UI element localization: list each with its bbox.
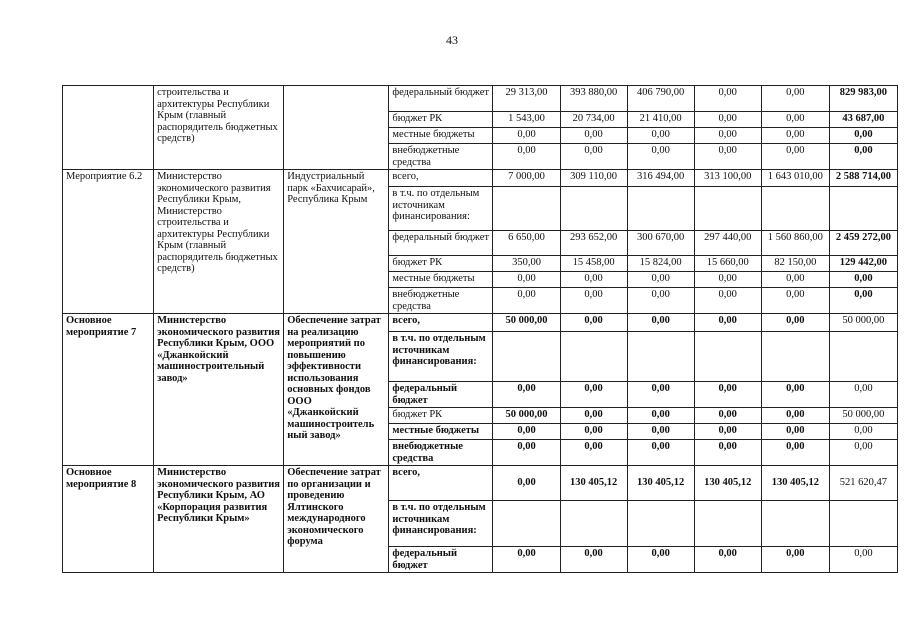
amount-cell: 316 494,00 (627, 170, 694, 187)
amount-cell (829, 187, 897, 231)
amount-cell: 0,00 (761, 112, 829, 128)
amount-cell: 0,00 (493, 382, 560, 408)
amount-cell: 309 110,00 (560, 170, 627, 187)
funding-source-cell: в т.ч. по отдельным источникам финансирования: (389, 332, 493, 382)
amount-cell: 0,00 (694, 314, 761, 332)
amount-cell: 15 824,00 (627, 256, 694, 272)
amount-cell: 0,00 (493, 272, 560, 288)
amount-cell: 0,00 (560, 272, 627, 288)
amount-cell (627, 501, 694, 547)
amount-cell: 0,00 (761, 382, 829, 408)
amount-cell: 0,00 (627, 314, 694, 332)
amount-cell: 0,00 (761, 424, 829, 440)
table-row (63, 314, 898, 332)
table-row (63, 170, 898, 187)
executor-cell: Министерство экономического развития Республики Крым, АО «Корпорация развития Республики Крым» (154, 466, 284, 573)
amount-cell: 1 543,00 (493, 112, 560, 128)
measure-name-cell: Основное мероприятие 7 (63, 314, 154, 466)
amount-cell (493, 501, 560, 547)
amount-cell: 0,00 (493, 424, 560, 440)
funding-source-cell: бюджет РК (389, 408, 493, 424)
funding-source-cell: внебюджетные средства (389, 144, 493, 170)
amount-cell: 0,00 (493, 144, 560, 170)
amount-cell: 0,00 (627, 440, 694, 466)
amount-cell: 0,00 (694, 128, 761, 144)
amount-cell: 0,00 (560, 424, 627, 440)
amount-cell: 0,00 (493, 440, 560, 466)
amount-cell: 0,00 (627, 547, 694, 573)
amount-cell (761, 187, 829, 231)
amount-cell: 0,00 (829, 144, 897, 170)
amount-cell: 0,00 (493, 466, 560, 501)
object-cell: Обеспечение затрат на реализацию мероприятий по повышению эффективности использования основных фондов ООО «Джанкойский машиностроитель ный завод» (284, 314, 389, 466)
amount-cell: 129 442,00 (829, 256, 897, 272)
amount-cell: 0,00 (560, 314, 627, 332)
funding-source-cell: в т.ч. по отдельным источникам финансирования: (389, 501, 493, 547)
funding-source-cell: внебюджетные средства (389, 440, 493, 466)
amount-cell: 0,00 (560, 128, 627, 144)
funding-source-cell: местные бюджеты (389, 424, 493, 440)
amount-cell: 0,00 (829, 128, 897, 144)
funding-source-cell: местные бюджеты (389, 272, 493, 288)
amount-cell: 0,00 (694, 382, 761, 408)
amount-cell: 0,00 (560, 547, 627, 573)
object-cell: Индустриальный парк «Бахчисарай», Республика Крым (284, 170, 389, 314)
amount-cell: 0,00 (560, 440, 627, 466)
funding-source-cell: всего, (389, 170, 493, 187)
amount-cell: 0,00 (493, 288, 560, 314)
amount-cell: 0,00 (761, 144, 829, 170)
amount-cell: 293 652,00 (560, 231, 627, 256)
amount-cell: 521 620,47 (829, 466, 897, 501)
amount-cell: 1 643 010,00 (761, 170, 829, 187)
amount-cell: 297 440,00 (694, 231, 761, 256)
executor-cell: Министерство экономического развития Республики Крым, ООО «Джанкойский машиностроительный завод» (154, 314, 284, 466)
amount-cell: 0,00 (694, 112, 761, 128)
amount-cell (560, 332, 627, 382)
amount-cell: 15 660,00 (694, 256, 761, 272)
amount-cell: 0,00 (829, 440, 897, 466)
executor-cell: Министерство экономического развития Республики Крым, Министерство строительства и архитектуры Республики Крым (главный распорядитель бюджетных средств) (154, 170, 284, 314)
amount-cell: 0,00 (694, 424, 761, 440)
amount-cell: 0,00 (694, 144, 761, 170)
measure-name-cell: Мероприятие 6.2 (63, 170, 154, 314)
amount-cell: 0,00 (761, 272, 829, 288)
amount-cell: 393 880,00 (560, 86, 627, 112)
measure-name-cell: Основное мероприятие 8 (63, 466, 154, 573)
object-cell: Обеспечение затрат по организации и проведению Ялтинского международного экономического форума (284, 466, 389, 573)
funding-source-cell: федеральный бюджет (389, 231, 493, 256)
amount-cell: 829 983,00 (829, 86, 897, 112)
amount-cell: 313 100,00 (694, 170, 761, 187)
amount-cell: 2 459 272,00 (829, 231, 897, 256)
amount-cell: 43 687,00 (829, 112, 897, 128)
amount-cell: 0,00 (829, 424, 897, 440)
amount-cell: 0,00 (761, 128, 829, 144)
amount-cell: 130 405,12 (627, 466, 694, 501)
amount-cell: 7 000,00 (493, 170, 560, 187)
amount-cell: 0,00 (829, 272, 897, 288)
amount-cell (829, 501, 897, 547)
amount-cell: 2 588 714,00 (829, 170, 897, 187)
table-row (63, 466, 898, 501)
amount-cell: 0,00 (493, 547, 560, 573)
amount-cell: 0,00 (694, 547, 761, 573)
amount-cell: 0,00 (761, 86, 829, 112)
amount-cell: 6 650,00 (493, 231, 560, 256)
amount-cell: 0,00 (829, 547, 897, 573)
funding-source-cell: всего, (389, 314, 493, 332)
amount-cell: 130 405,12 (560, 466, 627, 501)
amount-cell: 0,00 (560, 382, 627, 408)
amount-cell: 0,00 (560, 408, 627, 424)
amount-cell: 50 000,00 (493, 408, 560, 424)
funding-source-cell: бюджет РК (389, 256, 493, 272)
funding-source-cell: внебюджетные средства (389, 288, 493, 314)
amount-cell: 0,00 (627, 382, 694, 408)
funding-source-cell: федеральный бюджет (389, 86, 493, 112)
amount-cell: 0,00 (627, 144, 694, 170)
amount-cell: 0,00 (761, 547, 829, 573)
amount-cell: 20 734,00 (560, 112, 627, 128)
amount-cell: 0,00 (627, 272, 694, 288)
amount-cell: 0,00 (694, 288, 761, 314)
financing-table (62, 85, 898, 573)
amount-cell: 0,00 (829, 382, 897, 408)
table-row (63, 86, 898, 112)
amount-cell (694, 501, 761, 547)
amount-cell (560, 501, 627, 547)
amount-cell: 15 458,00 (560, 256, 627, 272)
funding-source-cell: в т.ч. по отдельным источникам финансирования: (389, 187, 493, 231)
amount-cell: 0,00 (627, 288, 694, 314)
measure-name-cell (63, 86, 154, 170)
amount-cell (627, 332, 694, 382)
amount-cell: 130 405,12 (694, 466, 761, 501)
amount-cell: 29 313,00 (493, 86, 560, 112)
amount-cell (694, 332, 761, 382)
amount-cell: 21 410,00 (627, 112, 694, 128)
amount-cell: 0,00 (694, 408, 761, 424)
amount-cell: 1 560 860,00 (761, 231, 829, 256)
funding-source-cell: федеральный бюджет (389, 547, 493, 573)
amount-cell: 0,00 (761, 440, 829, 466)
amount-cell (493, 332, 560, 382)
amount-cell: 50 000,00 (493, 314, 560, 332)
amount-cell: 0,00 (694, 272, 761, 288)
amount-cell: 0,00 (761, 408, 829, 424)
amount-cell: 0,00 (694, 440, 761, 466)
amount-cell (560, 187, 627, 231)
amount-cell: 82 150,00 (761, 256, 829, 272)
amount-cell (493, 187, 560, 231)
amount-cell: 130 405,12 (761, 466, 829, 501)
object-cell (284, 86, 389, 170)
amount-cell: 406 790,00 (627, 86, 694, 112)
funding-source-cell: бюджет РК (389, 112, 493, 128)
amount-cell: 0,00 (560, 144, 627, 170)
amount-cell (694, 187, 761, 231)
amount-cell: 350,00 (493, 256, 560, 272)
amount-cell: 0,00 (560, 288, 627, 314)
funding-source-cell: местные бюджеты (389, 128, 493, 144)
amount-cell: 0,00 (493, 128, 560, 144)
amount-cell: 0,00 (627, 128, 694, 144)
amount-cell (761, 501, 829, 547)
amount-cell: 0,00 (627, 424, 694, 440)
amount-cell (627, 187, 694, 231)
amount-cell: 0,00 (627, 408, 694, 424)
amount-cell: 0,00 (829, 288, 897, 314)
amount-cell: 50 000,00 (829, 314, 897, 332)
amount-cell: 50 000,00 (829, 408, 897, 424)
amount-cell: 0,00 (761, 288, 829, 314)
amount-cell: 0,00 (694, 86, 761, 112)
page-number: 43 (446, 33, 458, 47)
amount-cell: 300 670,00 (627, 231, 694, 256)
executor-cell: строительства и архитектуры Республики Крым (главный распорядитель бюджетных средств) (154, 86, 284, 170)
amount-cell: 0,00 (761, 314, 829, 332)
amount-cell (761, 332, 829, 382)
amount-cell (829, 332, 897, 382)
funding-source-cell: всего, (389, 466, 493, 501)
funding-source-cell: федеральный бюджет (389, 382, 493, 408)
